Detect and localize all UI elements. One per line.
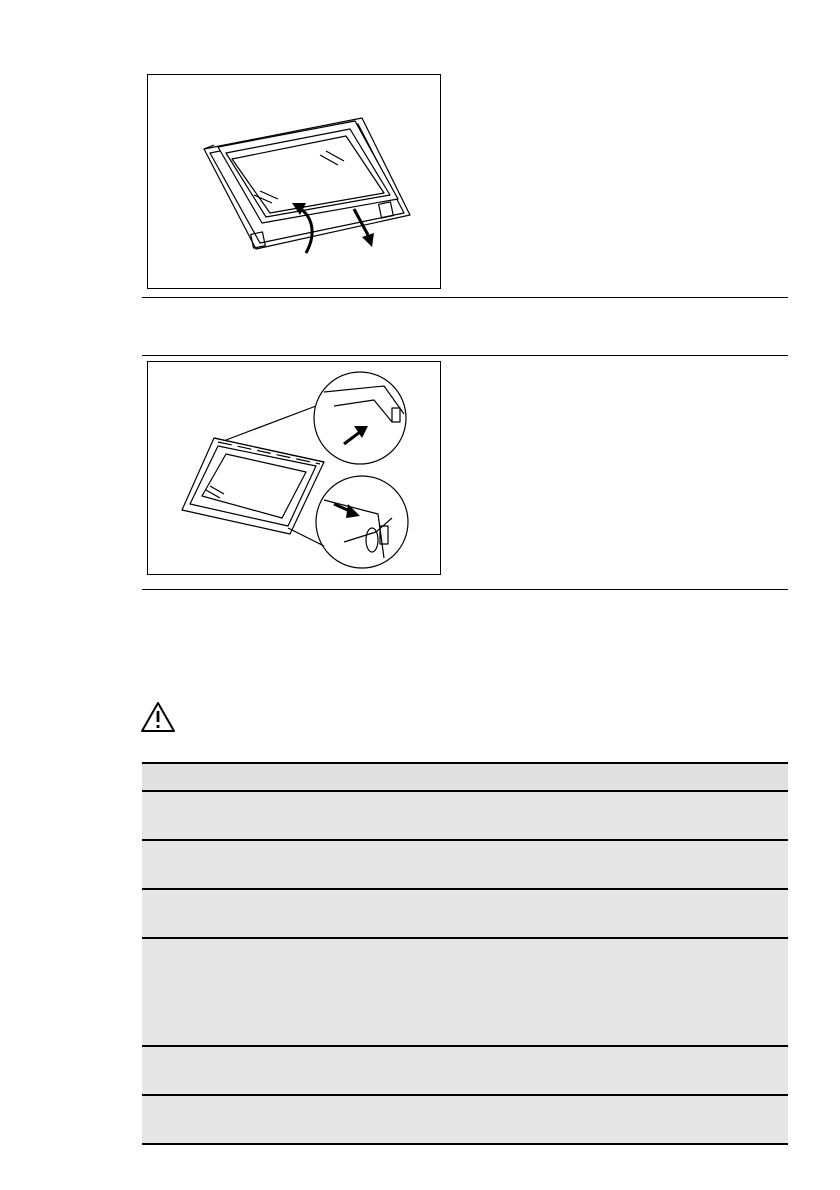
figure-door-glass-installation bbox=[147, 361, 441, 575]
table-row bbox=[142, 1096, 788, 1145]
section-divider bbox=[142, 297, 788, 298]
table-row bbox=[142, 890, 788, 939]
figure-door-glass-removal bbox=[147, 74, 441, 289]
oven-door-glass-installation-illustration bbox=[148, 362, 440, 574]
section-divider bbox=[142, 355, 788, 356]
section-divider bbox=[142, 589, 788, 590]
table-row bbox=[142, 792, 788, 841]
troubleshooting-table bbox=[142, 762, 788, 1145]
table-row bbox=[142, 1047, 788, 1096]
table-row bbox=[142, 939, 788, 1047]
table-header-row bbox=[142, 762, 788, 792]
warning-triangle-icon bbox=[140, 700, 176, 734]
table-row bbox=[142, 841, 788, 890]
oven-door-glass-removal-illustration bbox=[148, 75, 440, 288]
